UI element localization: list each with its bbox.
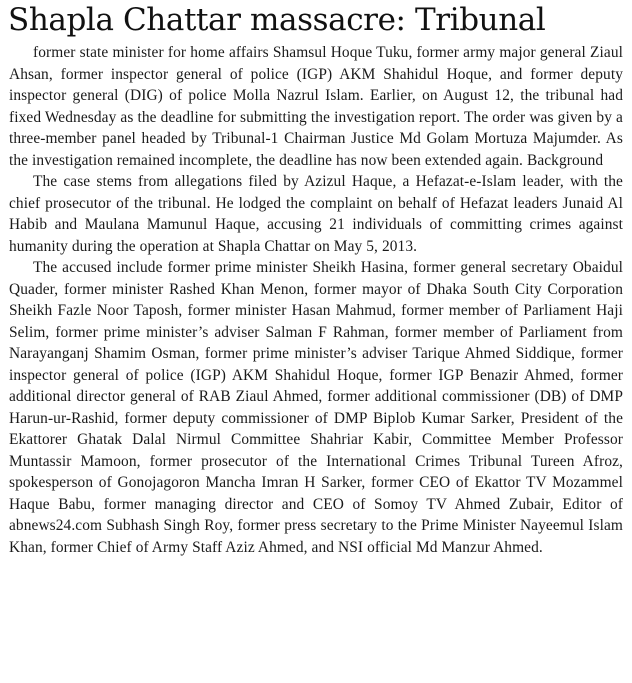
- article-paragraph-1: former state minister for home affairs Shamsul Hoque Tuku, former army major general Ziaul Ahsan, former inspector general of police (IGP) AKM Shahidul Hoque, and former deputy inspector general (DIG) of police Molla Nazrul Islam. Earlier, on August 12, the tribunal had fixed Wednesday as the deadline for submitting the investigation report. The order was given by a three-member panel headed by Tribunal-1 Chairman Justice Md Golam Mortuza Majumder. As the investigation remained incomplete, the deadline has now been extended again. Background: [9, 44, 623, 169]
- article-headline: Shapla Chattar massacre: Tribunal: [8, 2, 546, 38]
- article-paragraph-2: The case stems from allegations filed by Azizul Haque, a Hefazat-e-Islam leader, with the chief prosecutor of the tribunal. He lodged the complaint on behalf of Hefazat leaders Junaid Al Habib and Maulana Mamunul Haque, accusing 21 individuals of committing crimes against humanity during the operation at Shapla Chattar on May 5, 2013.: [9, 173, 623, 255]
- article-paragraph-3: The accused include former prime minister Sheikh Hasina, former general secretary Obaidul Quader, former minister Rashed Khan Menon, former mayor of Dhaka South City Corporation Sheikh Fazle Noor Taposh, former minister Hasan Mahmud, former member of Parliament Haji Selim, former prime minister’s adviser Salman F Rahman, former member of Parliament from Narayanganj Shamim Osman, former prime minister’s adviser Tarique Ahmed Siddique, former inspector general of police (IGP) AKM Shahidul Hoque, former IGP Benazir Ahmed, former additional director general of RAB Ziaul Ahmed, former additional commissioner (DB) of DMP Harun-ur-Rashid, former deputy commissioner of DMP Biplob Kumar Sarker, President of the Ekattorer Ghatak Dalal Nirmul Committee Shahriar Kabir, Committee Member Professor Muntassir Mamoon, former prosecutor of the International Crimes Tribunal Tureen Afroz, spokesperson of Gonojagoron Mancha Imran H Sarker, former CEO of Ekattor TV Mozammel Haque Babu, former managing director and CEO of Somoy TV Ahmed Zubair, Editor of abnews24.com Subhash Singh Roy, former press secretary to the Prime Minister Nayeemul Islam Khan, former Chief of Army Staff Aziz Ahmed, and NSI official Md Manzur Ahmed.: [9, 259, 623, 556]
- article-body: [9, 42, 623, 558]
